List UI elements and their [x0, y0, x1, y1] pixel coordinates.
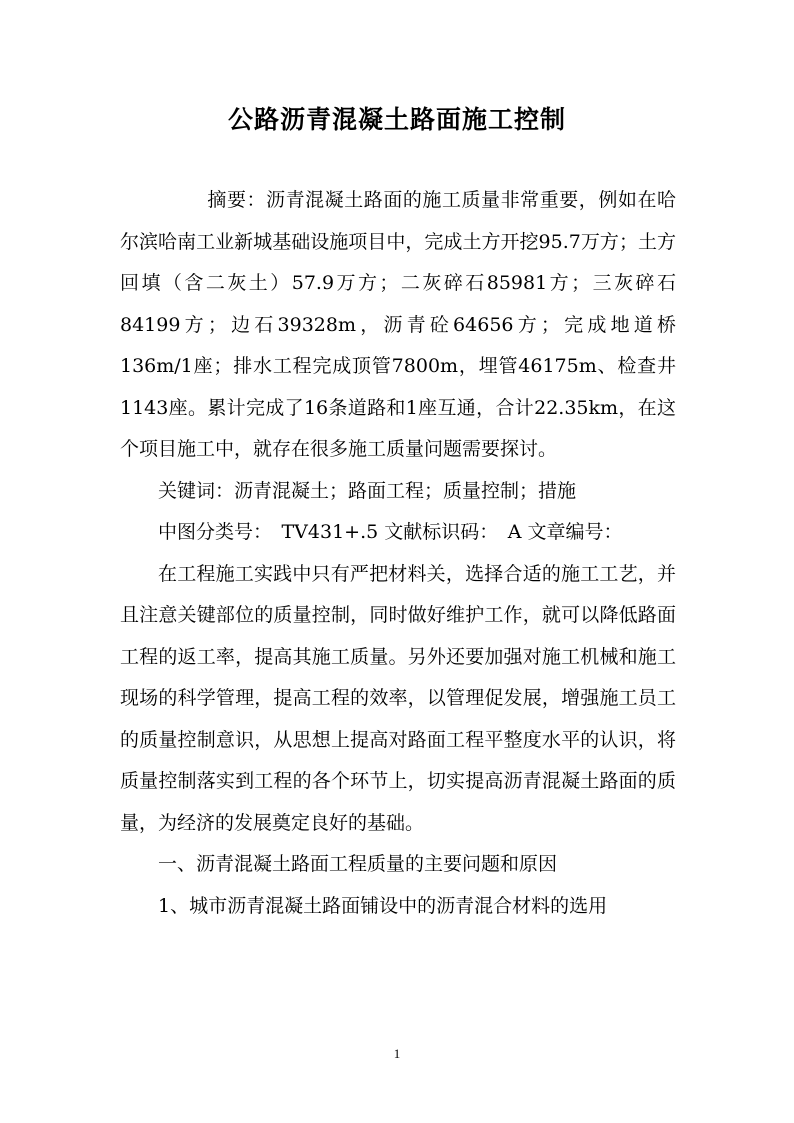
- page-number: 1: [393, 1046, 401, 1061]
- section-heading: 一、沥青混凝土路面工程质量的主要问题和原因: [158, 853, 558, 875]
- subsection-heading: 1、城市沥青混凝土路面铺设中的沥青混合材料的选用: [158, 894, 608, 917]
- document-body: [120, 180, 676, 927]
- keywords-paragraph: 关键词：沥青混凝土；路面工程；质量控制；措施: [158, 479, 577, 502]
- intro-paragraph: 在工程施工实践中只有严把材料关，选择合适的施工工艺，并且注意关键部位的质量控制，同时做好维护工作，就可以降低路面工程的返工率，提高其施工质量。另外还要加强对施工机械和施工现场的科学管理，提高工程的效率，以管理促发展，增强施工员工的质量控制意识，从思想上提高对路面工程平整度水平的认识，将质量控制落实到工程的各个环节上，切实提高沥青混凝土路面的质量，为经济的发展奠定良好的基础。: [120, 562, 676, 834]
- page-title: 公路沥青混凝土路面施工控制: [227, 105, 566, 134]
- abstract-paragraph: 摘要：沥青混凝土路面的施工质量非常重要，例如在哈尔滨哈南工业新城基础设施项目中，完成土方开挖95.7万方；土方回填（含二灰土）57.9万方；二灰碎石85981方；三灰碎石84199方；边石39328m，沥青砼64656方；完成地道桥136m/1座；排水工程完成顶管7800m，埋管46175m、检查井1143座。累计完成了16条道路和1座互通，合计22.35km，在这个项目施工中，就存在很多施工质量问题需要探讨。: [120, 189, 676, 460]
- classification-paragraph: 中图分类号： TV431+.5 文献标识码： A 文章编号：: [158, 521, 623, 543]
